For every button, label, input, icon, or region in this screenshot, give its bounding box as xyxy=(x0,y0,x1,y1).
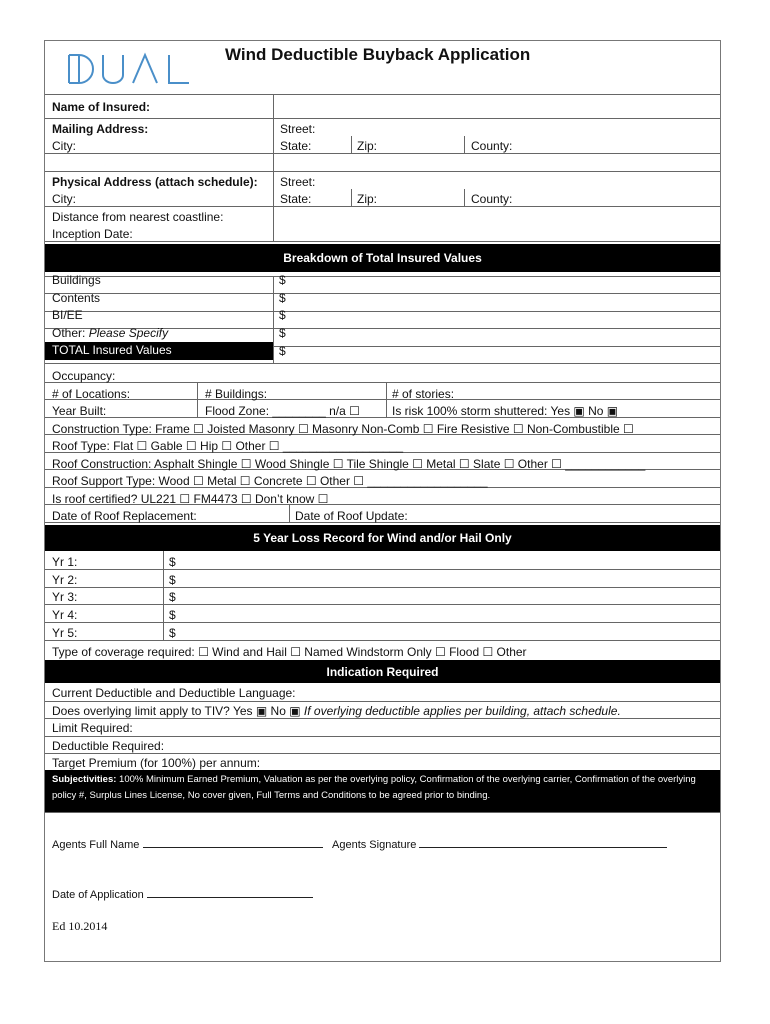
mailing-county-label: County: xyxy=(471,139,513,153)
roof-support-field[interactable]: Roof Support Type: Wood ☐ Metal ☐ Concrete ☐ Other ☐ __________________ xyxy=(52,474,488,488)
target-premium-label: Target Premium (for 100%) per annum: xyxy=(52,756,261,770)
overlying-limit-field[interactable]: Does overlying limit apply to TIV? Yes ▣ No ▣ If overlying deductible applies per building, attach schedule. xyxy=(52,704,621,718)
loss-year-label: Yr 3: xyxy=(52,590,78,604)
mailing-state-label: State: xyxy=(280,139,312,153)
loss-record-header: 5 Year Loss Record for Wind and/or Hail Only xyxy=(45,525,720,551)
form-title: Wind Deductible Buyback Application xyxy=(225,45,531,64)
limit-required-label: Limit Required: xyxy=(52,721,133,735)
loss-currency: $ xyxy=(169,608,176,622)
loss-year-label: Yr 2: xyxy=(52,573,78,587)
deductible-required-label: Deductible Required: xyxy=(52,739,165,753)
subjectivities-block: Subjectivities: 100% Minimum Earned Premium, Valuation as per the overlying policy, Confirmation of the overlying carrier, Confirmation of the overlying policy #, Surplus Lines License, No cover given, Full Terms and Conditions to be agreed prior to binding. xyxy=(45,770,720,812)
tiv-other-label: Other: Please Specify xyxy=(52,326,169,340)
physical-city-label: City: xyxy=(52,192,76,206)
roof-certified-field[interactable]: Is roof certified? UL221 ☐ FM4473 ☐ Don’t know ☐ xyxy=(52,492,329,506)
loss-currency: $ xyxy=(169,573,176,587)
mailing-zip-label: Zip: xyxy=(357,139,378,153)
locations-label: # of Locations: xyxy=(52,387,131,401)
agent-name-field[interactable]: Agents Full Name xyxy=(52,837,323,851)
construction-type-field[interactable]: Construction Type: Frame ☐ Joisted Masonry ☐ Masonry Non-Comb ☐ Fire Resistive ☐ Non-Combustible ☐ xyxy=(52,422,634,436)
physical-state-label: State: xyxy=(280,192,312,206)
edition-label: Ed 10.2014 xyxy=(52,919,108,933)
loss-currency: $ xyxy=(169,590,176,604)
storm-shuttered-field[interactable]: Is risk 100% storm shuttered: Yes ▣ No ▣ xyxy=(392,404,619,418)
loss-currency: $ xyxy=(169,626,176,640)
occupancy-label: Occupancy: xyxy=(52,369,116,383)
loss-year-label: Yr 5: xyxy=(52,626,78,640)
tiv-currency: $ xyxy=(279,273,286,287)
distance-coastline-label: Distance from nearest coastline: xyxy=(52,210,224,224)
roof-update-label: Date of Roof Update: xyxy=(295,509,408,523)
current-deductible-label: Current Deductible and Deductible Language: xyxy=(52,686,296,700)
loss-year-label: Yr 4: xyxy=(52,608,78,622)
tiv-currency: $ xyxy=(279,344,286,358)
roof-construction-field[interactable]: Roof Construction: Asphalt Shingle ☐ Wood Shingle ☐ Tile Shingle ☐ Metal ☐ Slate ☐ Other ☐ ____________ xyxy=(52,457,646,471)
buildings-count-label: # Buildings: xyxy=(205,387,268,401)
name-of-insured-label: Name of Insured: xyxy=(52,100,151,114)
tiv-buildings-label: Buildings xyxy=(52,273,101,287)
mailing-city-label: City: xyxy=(52,139,76,153)
flood-zone-field[interactable]: Flood Zone: ________ n/a ☐ xyxy=(205,404,360,418)
mailing-street-label: Street: xyxy=(280,122,316,136)
physical-street-label: Street: xyxy=(280,175,316,189)
application-form xyxy=(44,40,721,962)
physical-address-label: Physical Address (attach schedule): xyxy=(52,175,258,189)
inception-date-label: Inception Date: xyxy=(52,227,133,241)
date-of-application-field[interactable]: Date of Application xyxy=(52,887,313,901)
tiv-biee-label: BI/EE xyxy=(52,308,83,322)
tiv-section-header: Breakdown of Total Insured Values xyxy=(45,244,720,272)
mailing-address-label: Mailing Address: xyxy=(52,122,149,136)
agent-signature-field[interactable]: Agents Signature xyxy=(332,837,667,851)
loss-currency: $ xyxy=(169,555,176,569)
year-built-label: Year Built: xyxy=(52,404,107,418)
tiv-currency: $ xyxy=(279,291,286,305)
tiv-contents-label: Contents xyxy=(52,291,101,305)
physical-zip-label: Zip: xyxy=(357,192,378,206)
tiv-currency: $ xyxy=(279,326,286,340)
roof-type-field[interactable]: Roof Type: Flat ☐ Gable ☐ Hip ☐ Other ☐ __________________ xyxy=(52,439,404,453)
stories-label: # of stories: xyxy=(392,387,455,401)
roof-replacement-label: Date of Roof Replacement: xyxy=(52,509,197,523)
physical-county-label: County: xyxy=(471,192,513,206)
dual-logo xyxy=(65,49,205,89)
coverage-type-field[interactable]: Type of coverage required: ☐ Wind and Hail ☐ Named Windstorm Only ☐ Flood ☐ Other xyxy=(52,645,527,659)
loss-year-label: Yr 1: xyxy=(52,555,78,569)
tiv-total-label: TOTAL Insured Values xyxy=(45,342,273,360)
indication-header: Indication Required xyxy=(45,660,720,683)
tiv-currency: $ xyxy=(279,308,286,322)
